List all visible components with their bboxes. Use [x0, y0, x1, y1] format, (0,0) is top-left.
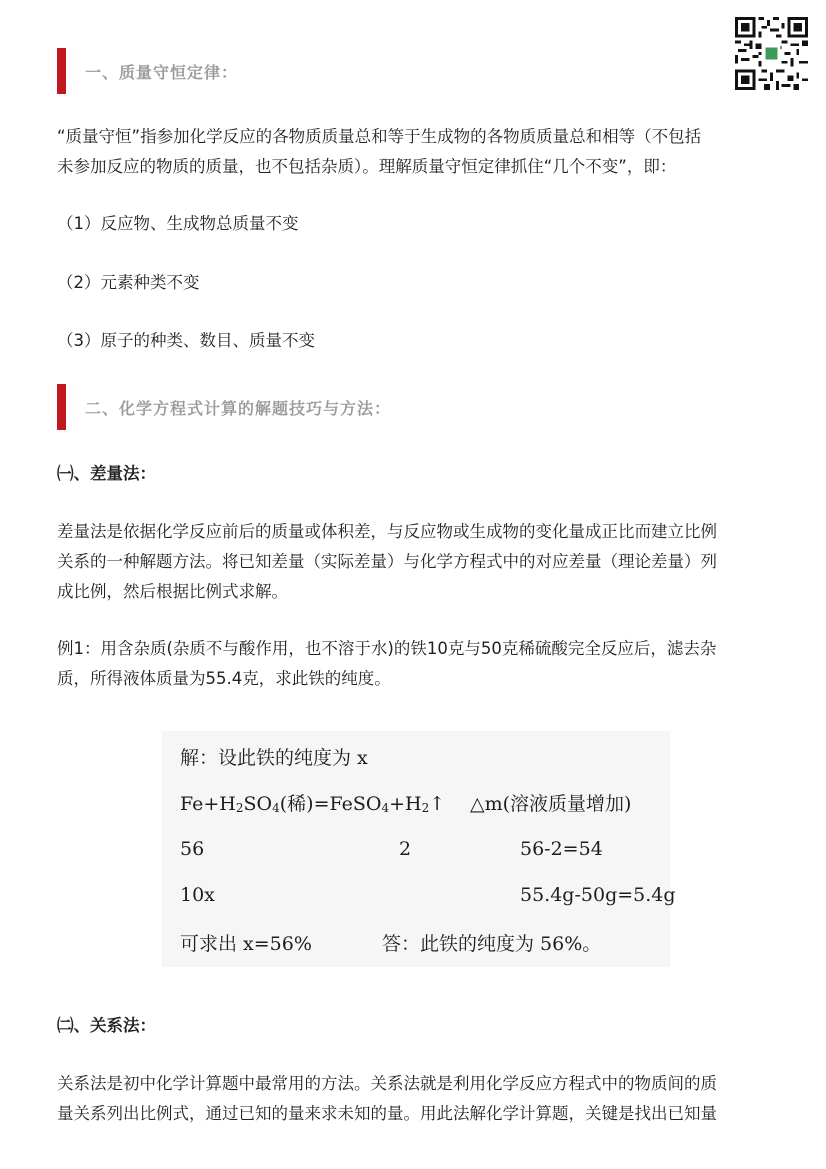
chemical-equation	[180, 789, 445, 816]
section-title: 二、化学方程式计算的解题技巧与方法：	[85, 399, 392, 418]
difference-method-paragraph	[57, 517, 773, 607]
solution-formula-image	[162, 731, 676, 967]
eq-subscript: 4	[272, 801, 280, 815]
formula-cell: 56	[180, 838, 205, 860]
formula-cell: 10x	[180, 884, 215, 906]
paragraph-line: “质量守恒”指参加化学反应的各物质质量总和等于生成物的各物质质量总和相等（不包括	[57, 127, 702, 146]
eq-part: Fe+H	[180, 793, 236, 815]
delta-mass-label: △m(溶液质量增加)	[470, 793, 632, 815]
section-marker	[57, 48, 66, 94]
paragraph-line: 未参加反应的物质的质量，也不包括杂质）。理解质量守恒定律抓住“几个不变”，即：	[57, 157, 677, 176]
section-header-1	[57, 48, 757, 94]
relation-method-paragraph	[57, 1069, 773, 1129]
list-item-1: （1）反应物、生成物总质量不变	[57, 214, 299, 233]
formula-cell: 56-2=54	[520, 838, 603, 860]
intro-paragraph	[57, 122, 773, 182]
formula-text: 解：设此铁的纯度为 x	[180, 747, 368, 769]
subsection-heading-2: ㈡、关系法：	[57, 1016, 156, 1035]
formula-result: 可求出 x=56%	[180, 933, 312, 955]
section-marker	[57, 384, 66, 430]
list-item-3: （3）原子的种类、数目、质量不变	[57, 331, 315, 350]
paragraph-line: 质，所得液体质量为55.4克，求此铁的纯度。	[57, 669, 391, 688]
paragraph-line: 关系的一种解题方法。将已知差量（实际差量）与化学方程式中的对应差量（理论差量）列	[57, 552, 717, 571]
example-paragraph	[57, 634, 773, 694]
paragraph-line: 量关系列出比例式，通过已知的量来求未知的量。用此法解化学计算题，关键是找出已知量	[57, 1104, 717, 1123]
section-title: 一、质量守恒定律：	[85, 63, 239, 82]
list-item-2: （2）元素种类不变	[57, 273, 200, 292]
formula-answer: 答：此铁的纯度为 56%。	[382, 933, 602, 955]
subsection-heading-1: ㈠、差量法：	[57, 464, 156, 483]
eq-subscript: 2	[235, 801, 244, 815]
up-arrow: ↑	[429, 793, 446, 815]
eq-part: +H	[389, 793, 422, 815]
paragraph-line: 例1：用含杂质(杂质不与酸作用，也不溶于水)的铁10克与50克稀硫酸完全反应后，滤去杂	[57, 639, 717, 658]
paragraph-line: 成比例，然后根据比例式求解。	[57, 582, 288, 601]
formula-line-1	[180, 743, 368, 770]
formula-cell: 55.4g-50g=5.4g	[520, 884, 676, 906]
paragraph-line: 差量法是依据化学反应前后的质量或体积差，与反应物或生成物的变化量成正比而建立比例	[57, 522, 717, 541]
eq-part: (稀)=FeSO	[279, 793, 382, 815]
formula-cell: 2	[399, 838, 412, 860]
eq-subscript: 2	[421, 801, 430, 815]
eq-part: SO	[243, 793, 273, 815]
section-header-2	[57, 384, 757, 430]
paragraph-line: 关系法是初中化学计算题中最常用的方法。关系法就是利用化学反应方程式中的物质间的质	[57, 1074, 717, 1093]
eq-subscript: 4	[381, 801, 390, 815]
